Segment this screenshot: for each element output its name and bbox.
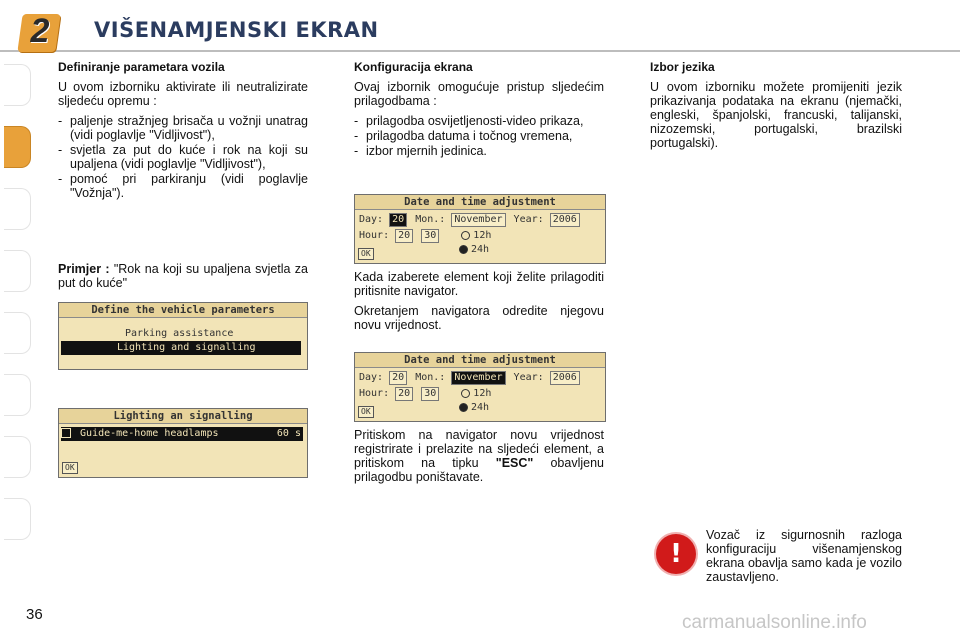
list-item: - pomoć pri parkiranju (vidi poglavlje "Vožnja"). (58, 172, 308, 200)
day-field[interactable]: 20 (389, 371, 407, 385)
hour-field[interactable]: 20 (395, 229, 413, 243)
lcd-title: Date and time adjustment (355, 195, 605, 210)
side-tab-3[interactable] (4, 188, 31, 230)
warning-icon: ! (656, 534, 696, 574)
time-row (359, 387, 491, 401)
chapter-number: 2 (30, 12, 50, 50)
day-label: Day: (359, 372, 384, 383)
day-label: Day: (359, 214, 384, 225)
lcd-vehicle-parameters (58, 302, 308, 370)
date-row (359, 371, 582, 385)
radio-icon (461, 231, 470, 240)
month-label: Mon.: (415, 214, 446, 225)
ok-button[interactable]: OK (358, 248, 374, 260)
checkbox-icon[interactable] (61, 428, 71, 438)
example-block (58, 262, 308, 296)
hour-field[interactable]: 20 (395, 387, 413, 401)
instruction-select: Kada izaberete element koji želite prilagoditi pritisnite navigator. (354, 270, 604, 298)
month-label: Mon.: (415, 372, 446, 383)
section-title-language: Izbor jezika (650, 60, 715, 74)
footer-watermark: carmanualsonline.info (682, 612, 867, 633)
minute-field[interactable]: 30 (421, 387, 439, 401)
column-vehicle-parameters (58, 60, 308, 206)
option-24h[interactable]: 24h (459, 243, 489, 257)
lcd-title: Date and time adjustment (355, 353, 605, 368)
esc-key-label: "ESC" (495, 456, 534, 470)
page-number: 36 (26, 606, 43, 623)
radio-selected-icon (459, 245, 468, 254)
minute-field[interactable]: 30 (421, 229, 439, 243)
option-24h[interactable]: 24h (459, 401, 489, 415)
radio-selected-icon (459, 403, 468, 412)
side-tab-2-active[interactable] (4, 126, 31, 168)
side-tab-6[interactable] (4, 374, 31, 416)
hour-label: Hour: (359, 388, 390, 399)
side-tab-strip (0, 64, 34, 576)
day-field[interactable]: 20 (389, 213, 407, 227)
menu-item-lighting-signalling[interactable]: Lighting and signalling (61, 341, 301, 355)
section-title-vehicle-parameters: Definiranje parametara vozila (58, 60, 225, 74)
page-title: VIŠENAMJENSKI EKRAN (94, 18, 379, 42)
year-label: Year: (513, 214, 544, 225)
ok-button[interactable]: OK (62, 462, 78, 474)
lcd-date-time-month (354, 352, 606, 422)
section-title-screen-configuration: Konfiguracija ekrana (354, 60, 473, 74)
menu-item-parking-assistance[interactable]: Parking assistance (125, 328, 234, 339)
option-12h[interactable]: 12h (461, 388, 491, 399)
radio-icon (461, 389, 470, 398)
option-12h[interactable]: 12h (461, 230, 491, 241)
side-tab-5[interactable] (4, 312, 31, 354)
example-label: Primjer : (58, 262, 110, 276)
screen-configuration-intro: Ovaj izbornik omogućuje pristup sljedećim prilagodbama : (354, 80, 604, 108)
month-field[interactable]: November (451, 371, 505, 385)
time-row (359, 229, 491, 243)
year-label: Year: (513, 372, 544, 383)
navigator-instructions (354, 270, 604, 338)
lcd-lighting-signalling (58, 408, 308, 478)
year-field[interactable]: 2006 (550, 213, 580, 227)
month-field[interactable]: November (451, 213, 505, 227)
safety-warning (706, 528, 902, 590)
instruction-confirm: Pritiskom na navigator novu vrijednost registrirate i prelazite na sljedeći element, a pritiskom na tipku "ESC" obavljenu prilagodbu poništavate. (354, 428, 604, 484)
year-field[interactable]: 2006 (550, 371, 580, 385)
column-language (650, 60, 902, 156)
ok-button[interactable]: OK (358, 406, 374, 418)
language-text: U ovom izborniku možete promijeniti jezik prikazivanja podataka na ekranu (njemački, engleski, španjolski, francuski, talijanski, nizozemski, portugalski, brazilski portugalski). (650, 80, 902, 150)
example-paragraph (58, 262, 308, 290)
side-tab-1[interactable] (4, 64, 31, 106)
list-item: - svjetla za put do kuće i rok na koji su upaljena (vidi poglavlje "Vidljivost"), (58, 143, 308, 171)
lcd-date-time-day (354, 194, 606, 264)
guide-me-home-value[interactable]: 60 s (276, 428, 301, 439)
example-text: "Rok na koji su upaljena svjetla za put do kuće" (58, 262, 308, 290)
vehicle-parameters-intro: U ovom izborniku aktivirate ili neutralizirate sljedeću opremu : (58, 80, 308, 108)
side-tab-7[interactable] (4, 436, 31, 478)
side-tab-8[interactable] (4, 498, 31, 540)
header-divider (0, 50, 960, 52)
date-row (359, 213, 582, 227)
lcd-title: Define the vehicle parameters (59, 303, 307, 318)
instruction-rotate: Okretanjem navigatora odredite njegovu novu vrijednost. (354, 304, 604, 332)
warning-text: Vozač iz sigurnosnih razloga konfiguraciju višenamjenskog ekrana obavlja samo kada je vozilo zaustavljeno. (706, 528, 902, 584)
list-item: - izbor mjernih jedinica. (354, 144, 604, 158)
list-item: - prilagodba datuma i točnog vremena, (354, 129, 604, 143)
vehicle-parameters-list (58, 114, 308, 200)
chapter-badge (14, 8, 58, 54)
hour-label: Hour: (359, 230, 390, 241)
guide-me-home-row[interactable] (61, 427, 303, 441)
screen-configuration-list (354, 114, 604, 158)
side-tab-4[interactable] (4, 250, 31, 292)
guide-me-home-label: Guide-me-home headlamps (80, 428, 219, 439)
list-item: - paljenje stražnjeg brisača u vožnji unatrag (vidi poglavlje "Vidljivost"), (58, 114, 308, 142)
column-screen-configuration (354, 60, 604, 164)
confirm-instructions (354, 428, 604, 490)
list-item: - prilagodba osvijetljenosti-video prikaza, (354, 114, 604, 128)
lcd-title: Lighting an signalling (59, 409, 307, 424)
